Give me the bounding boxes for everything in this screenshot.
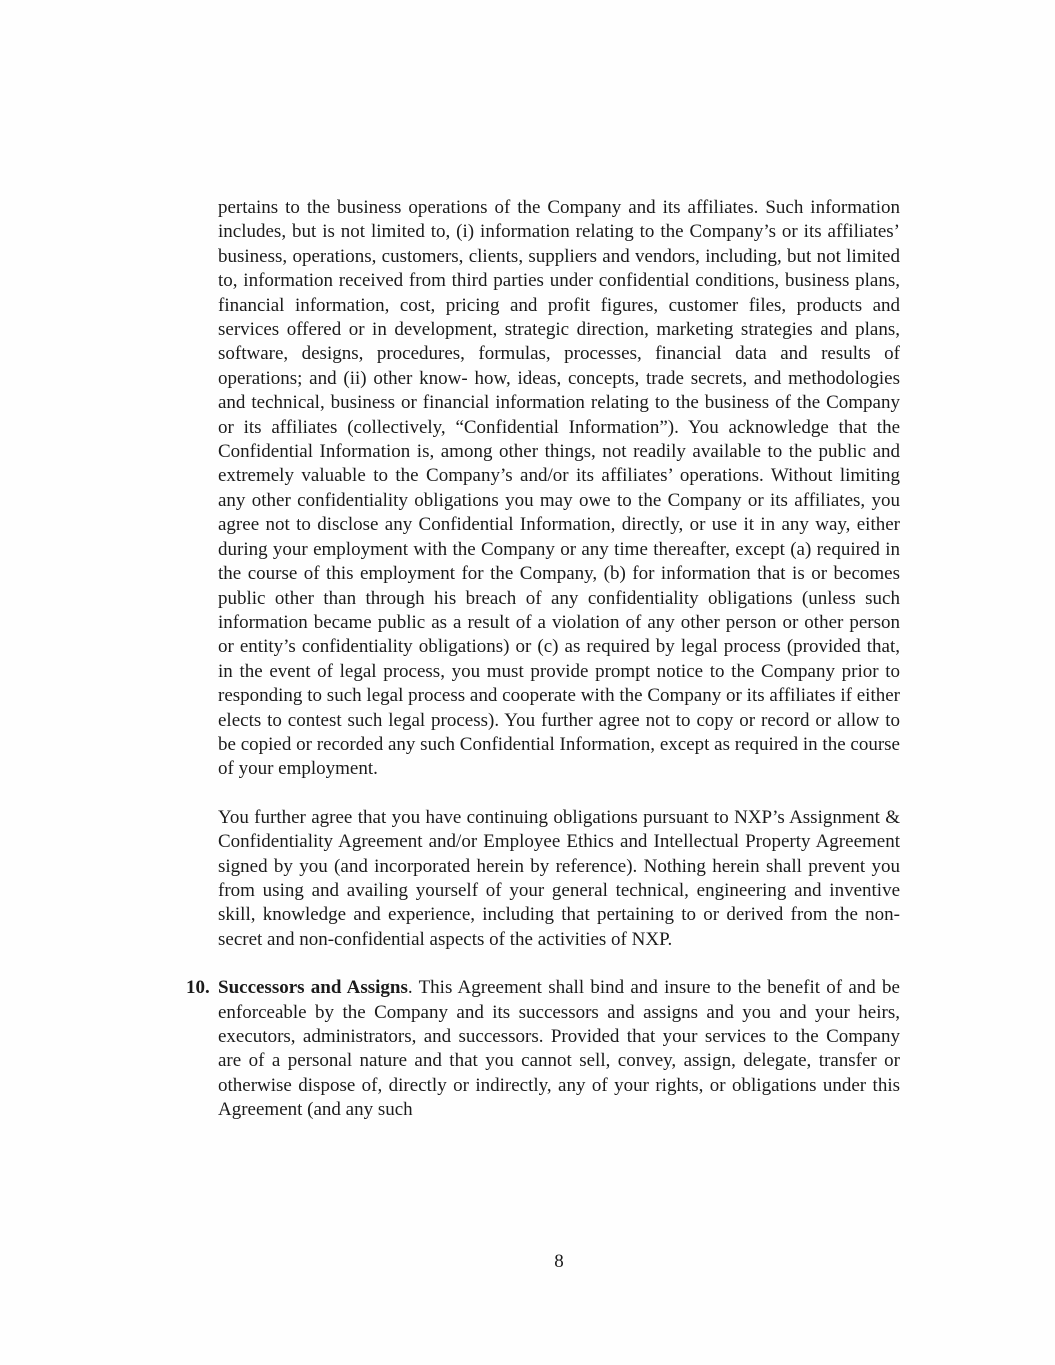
paragraph-continuing-obligations: You further agree that you have continuing obligations pursuant to NXP’s Assignment & Confidentiality Agreement and/or Employee Ethics and Intellectual Property Agreement signed by you (and incorporated herein by reference). Nothing herein shall prevent you from using and availing yourself of your general technical, engineering and inventive skill, knowledge and experience, including that pertaining to or derived from the non-secret and non-confidential aspects of the activities of NXP.: [218, 806, 900, 950]
item-10-heading: Successors and Assigns: [218, 977, 408, 999]
page-number: 8: [554, 1251, 564, 1272]
item-10-text: . This Agreement shall bind and insure to the benefit of and be enforceable by the Company and its successors and assigns and you and your heirs, executors, administrators, and successors. Provided that your services to the Company are of a personal nature and that you cannot sell, convey, assign, delegate, transfer or otherwise dispose of, directly or indirectly, any of your rights, or obligations under this Agreement (and any such: [218, 977, 900, 1121]
paragraph-confidential-information: pertains to the business operations of the Company and its affiliates. Such information includes, but is not limited to, (i) information relating to the Company’s or its affiliates’ business, operations, customers, clients, suppliers and vendors, including, but not limited to, information received from third parties under confidential conditions, business plans, financial information, cost, pricing and profit figures, customer files, products and services offered or in development, strategic direction, marketing strategies and plans, software, designs, procedures, formulas, processes, financial data and results of operations; and (ii) other know- how, ideas, concepts, trade secrets, and methodologies and technical, business or financial information relating to the business of the Company or its affiliates (collectively, “Confidential Information”). You acknowledge that the Confidential Information is, among other things, not readily available to the public and extremely valuable to the Company’s and/or its affiliates’ operations. Without limiting any other confidentiality obligations you may owe to the Company or its affiliates, you agree not to disclose any Confidential Information, directly, or use it in any way, either during your employment with the Company or any time thereafter, except (a) required in the course of this employment for the Company, (b) for information that is or becomes public other than through his breach of any confidentiality obligations (unless such information became public as a result of a violation of any other person or other person or entity’s confidentiality obligations) or (c) as required by legal process (provided that, in the event of legal process, you must provide prompt notice to the Company prior to responding to such legal process and cooperate with the Company or its affiliates if either elects to contest such legal process). You further agree not to copy or record or allow to be copied or recorded any such Confidential Information, except as required in the course of your employment.: [218, 197, 900, 780]
page-content: [186, 196, 900, 1147]
item-10-number: 10.: [186, 977, 210, 999]
numbered-item-10: [186, 976, 900, 1122]
item-10-paragraph: [218, 976, 900, 1122]
